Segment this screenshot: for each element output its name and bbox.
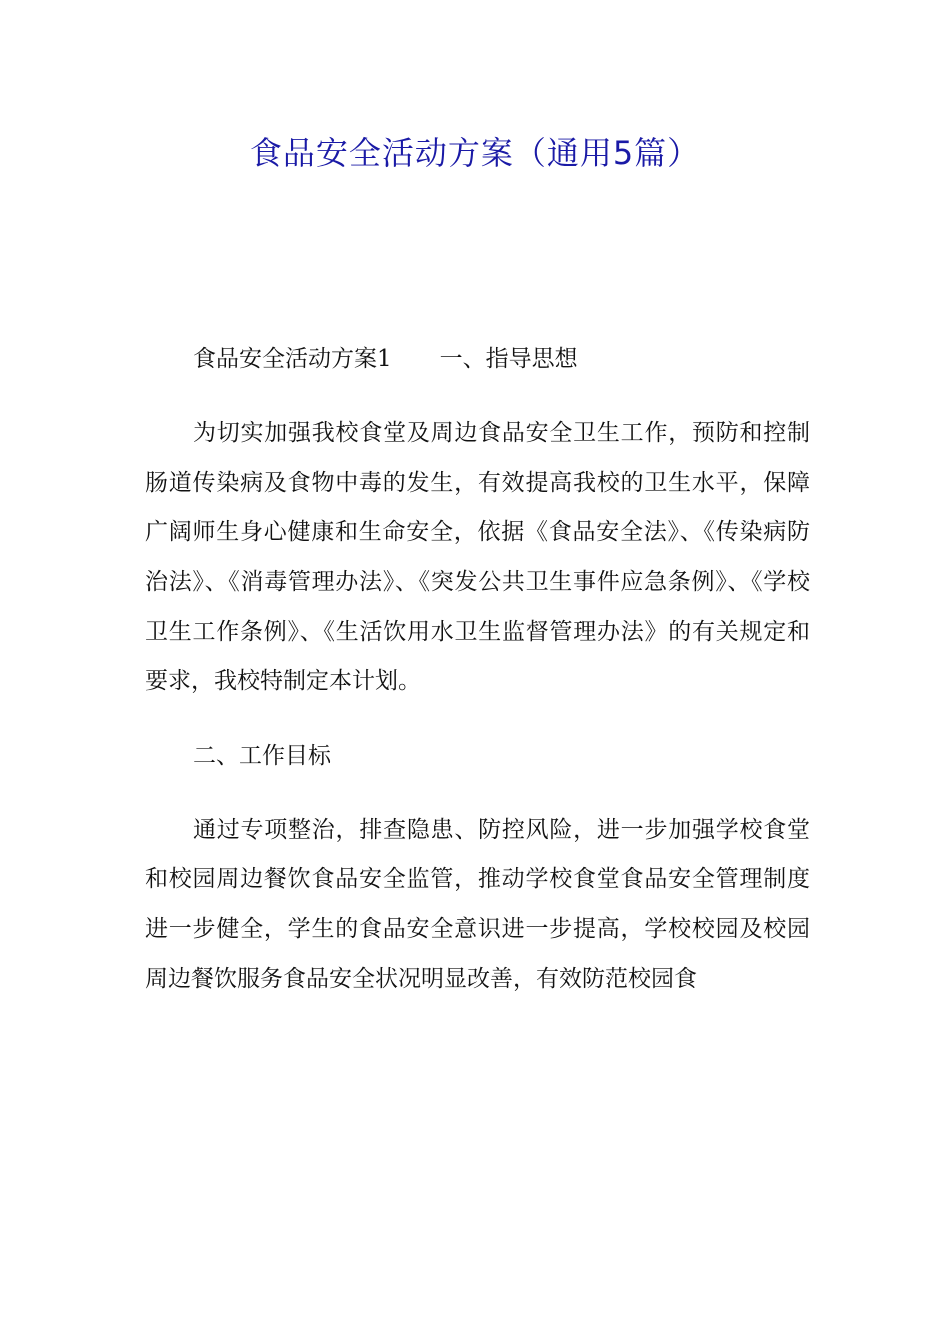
document-title: 食品安全活动方案（通用5篇） bbox=[249, 134, 701, 172]
section-heading-line bbox=[145, 335, 810, 385]
paragraph-work-goals: 通过专项整治，排查隐患、防控风险，进一步加强学校食堂和校园周边餐饮食品安全监管，推动学校食堂食品安全管理制度进一步健全，学生的食品安全意识进一步提高，学校校园及校园周边餐饮服务食品安全状况明显改善，有效防范校园食 bbox=[145, 816, 810, 992]
heading-work-goals: 二、工作目标 bbox=[193, 742, 331, 769]
section-title: 食品安全活动方案1 bbox=[193, 346, 392, 372]
paragraph-guiding-ideology: 为切实加强我校食堂及周边食品安全卫生工作，预防和控制肠道传染病及食物中毒的发生，有效提高我校的卫生水平，保障广阔师生身心健康和生命安全，依据《食品安全法》、《传染病防治法》、《消毒管理办法》、《突发公共卫生事件应急条例》、《学校卫生工作条例》、《生活饮用水卫生监督管理办法》的有关规定和要求，我校特制定本计划。 bbox=[145, 420, 810, 695]
document-body bbox=[145, 335, 810, 1029]
heading-guiding-ideology: 一、指导思想 bbox=[439, 346, 578, 372]
